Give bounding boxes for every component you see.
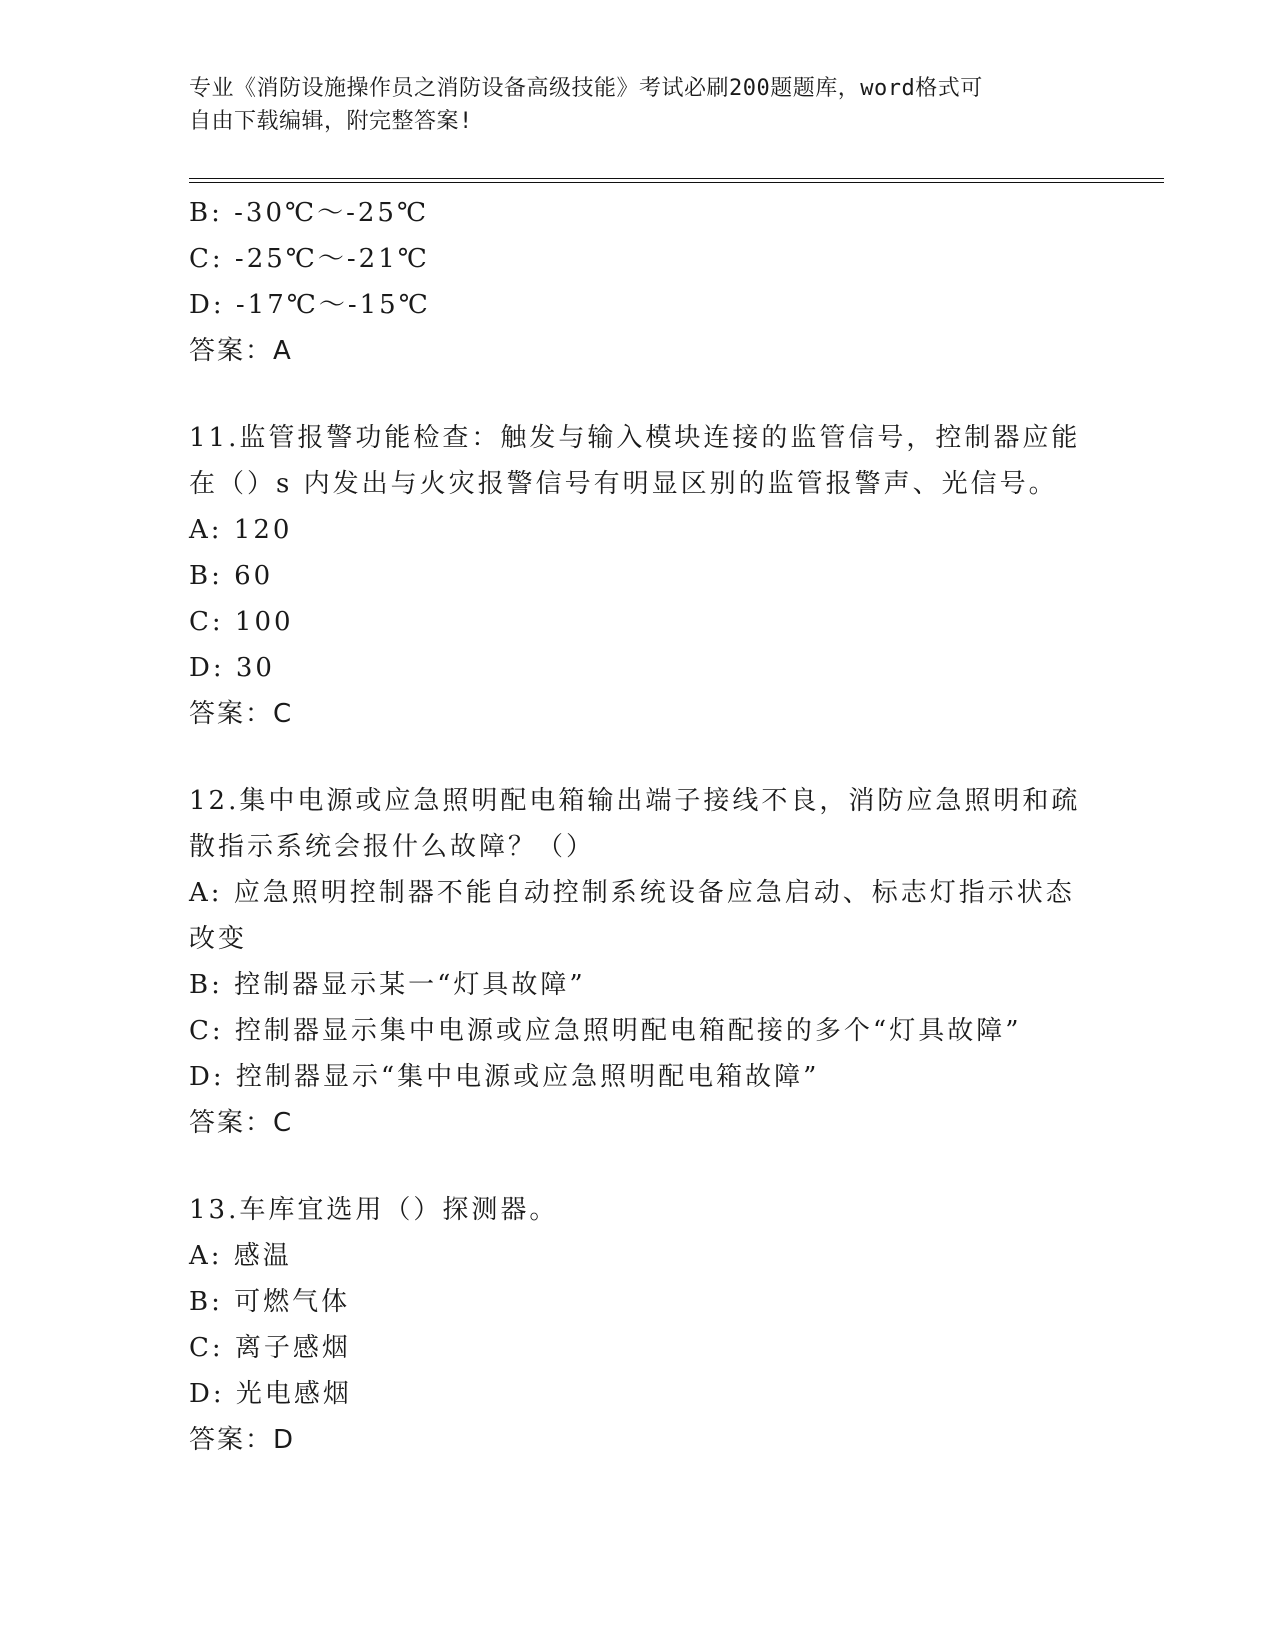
spacer xyxy=(189,374,1089,415)
option-c: C: 控制器显示集中电源或应急照明配电箱配接的多个“灯具故障” xyxy=(189,1016,1022,1046)
answer: 答案：A xyxy=(189,336,293,366)
option-c: C: 100 xyxy=(189,607,294,637)
answer: 答案：C xyxy=(189,1108,294,1138)
option-c: C: -25℃～-21℃ xyxy=(189,244,430,274)
option-b: B: 可燃气体 xyxy=(189,1287,351,1317)
option-b: B: 60 xyxy=(189,561,274,591)
header-rule-top xyxy=(189,178,1164,179)
option-b: B: -30℃～-25℃ xyxy=(189,198,430,228)
option-d: D: 控制器显示“集中电源或应急照明配电箱故障” xyxy=(189,1062,820,1092)
header-line-2: 自由下载编辑，附完整答案! xyxy=(189,109,473,134)
option-c: C: 离子感烟 xyxy=(189,1333,351,1363)
header-rule-bottom xyxy=(189,182,1164,183)
answer: 答案：C xyxy=(189,699,294,729)
question-text-line-2: 在（）s 内发出与火灾报警信号有明显区别的监管报警声、光信号。 xyxy=(189,469,1058,499)
option-b: B: 控制器显示某一“灯具故障” xyxy=(189,970,586,1000)
question-12 xyxy=(189,778,1089,1146)
answer: 答案：D xyxy=(189,1425,296,1455)
question-text-line-2: 散指示系统会报什么故障？（） xyxy=(189,832,596,862)
option-d: D: 30 xyxy=(189,653,275,683)
spacer xyxy=(189,1146,1089,1187)
document-header xyxy=(189,72,1089,138)
option-a-line-2: 改变 xyxy=(189,924,248,954)
question-10-continued xyxy=(189,190,1089,374)
question-11 xyxy=(189,415,1089,737)
option-d: D: 光电感烟 xyxy=(189,1379,352,1409)
option-a: A: 感温 xyxy=(189,1241,292,1271)
question-text-line-1: 11.监管报警功能检查：触发与输入模块连接的监管信号，控制器应能 xyxy=(189,423,1081,453)
header-line-1: 专业《消防设施操作员之消防设备高级技能》考试必刷200题题库，word格式可 xyxy=(189,76,983,101)
question-content xyxy=(189,190,1089,1463)
option-a: A: 120 xyxy=(189,515,293,545)
question-text-line-1: 12.集中电源或应急照明配电箱输出端子接线不良，消防应急照明和疏 xyxy=(189,786,1081,816)
question-13 xyxy=(189,1187,1089,1463)
spacer xyxy=(189,737,1089,778)
option-d: D: -17℃～-15℃ xyxy=(189,290,431,320)
option-a-line-1: A: 应急照明控制器不能自动控制系统设备应急启动、标志灯指示状态 xyxy=(189,878,1075,908)
question-text-line-1: 13.车库宜选用（）探测器。 xyxy=(189,1195,559,1225)
